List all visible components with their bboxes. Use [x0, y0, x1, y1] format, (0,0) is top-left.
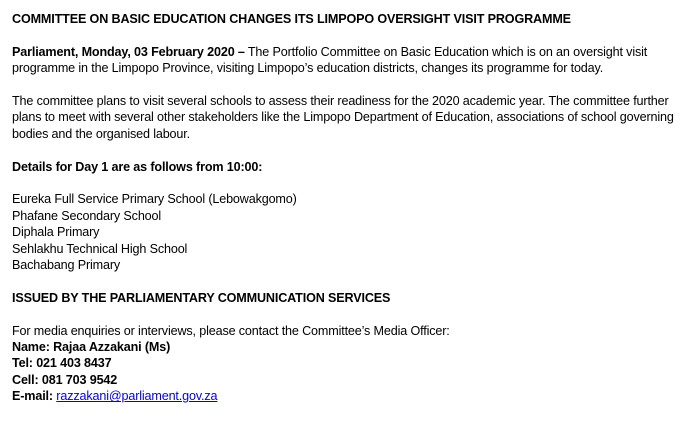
list-item: Eureka Full Service Primary School (Lebowakgomo) [12, 192, 297, 207]
list-item: Bachabang Primary [12, 258, 121, 273]
headline: COMMITTEE ON BASIC EDUCATION CHANGES ITS LIMPOPO OVERSIGHT VISIT PROGRAMME [12, 12, 571, 26]
list-item: Sehlakhu Technical High School [12, 241, 188, 256]
email-link[interactable]: razzakani@parliament.gov.za [56, 389, 218, 404]
spacer [12, 175, 676, 191]
contact-tel: Tel: 021 403 8437 [12, 356, 112, 371]
email-label: E-mail: [12, 389, 53, 404]
intro-text: The Portfolio Committee on Basic Education which is on an oversight visit programme in the Limpopo Province, visiting Limpopo’s education districts, changes its programme for today. [12, 44, 648, 76]
issued-by: ISSUED BY THE PARLIAMENTARY COMMUNICATION SERVICES [12, 290, 391, 305]
school-list [12, 191, 676, 273]
body-paragraph: The committee plans to visit several schools to assess their readiness for the 2020 academic year. The committee further plans to meet with several other stakeholders like the Limpopo Department of Education, associations of school governing bodies and the organised labour. [12, 94, 674, 141]
contact-intro: For media enquiries or interviews, please contact the Committee’s Media Officer: [12, 323, 450, 338]
contact-name: Name: Rajaa Azzakani (Ms) [12, 340, 171, 355]
intro-paragraph [12, 44, 676, 77]
dateline: Parliament, Monday, 03 February 2020 – [12, 44, 245, 59]
list-item: Phafane Secondary School [12, 208, 162, 223]
press-release [12, 11, 676, 405]
spacer [12, 306, 676, 322]
list-item: Diphala Primary [12, 225, 100, 240]
contact-email-line [12, 388, 676, 404]
spacer [12, 273, 676, 289]
spacer [12, 27, 676, 43]
spacer [12, 77, 676, 93]
details-heading: Details for Day 1 are as follows from 10:00: [12, 159, 263, 174]
contact-cell: Cell: 081 703 9542 [12, 372, 118, 387]
spacer [12, 142, 676, 158]
